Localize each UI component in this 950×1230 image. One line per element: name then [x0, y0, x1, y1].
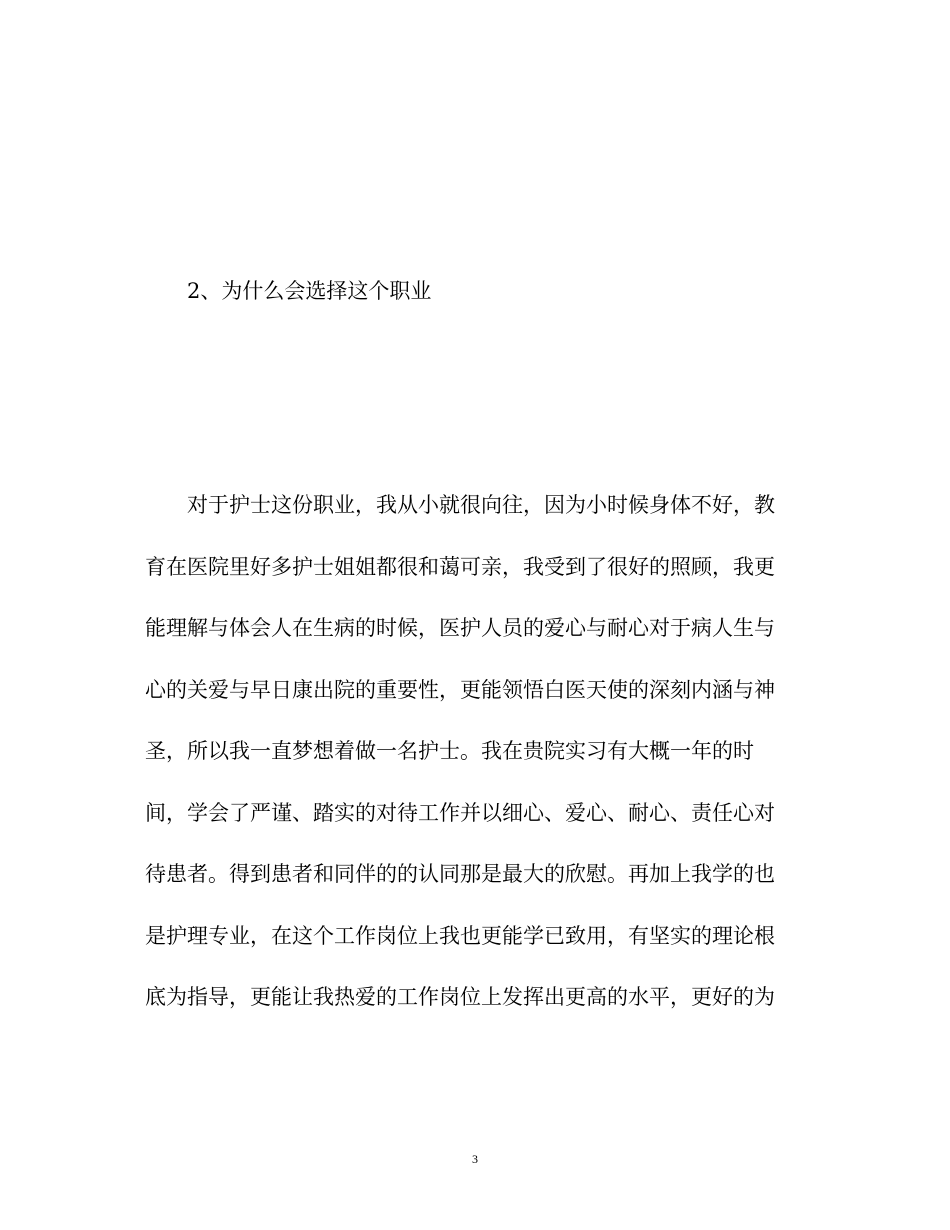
page-number: 3	[472, 1152, 478, 1166]
paragraph-line: 圣，所以我一直梦想着做一名护士。我在贵院实习有大概一年的时	[145, 739, 754, 763]
paragraph-line: 底为指导，更能让我热爱的工作岗位上发挥出更高的水平，更好的为	[145, 985, 775, 1009]
section-heading: 2、为什么会选择这个职业	[187, 279, 432, 303]
paragraph-line: 间，学会了严谨、踏实的对待工作并以细心、爱心、耐心、责任心对	[145, 800, 775, 825]
paragraph-line: 对于护士这份职业，我从小就很向往，因为小时候身体不好，教	[187, 493, 775, 517]
body-paragraph	[145, 490, 805, 1044]
paragraph-line: 是护理专业，在这个工作岗位上我也更能学已致用，有坚实的理论根	[145, 923, 775, 948]
paragraph-line: 能理解与体会人在生病的时候，医护人员的爱心与耐心对于病人生与	[145, 616, 775, 640]
paragraph-line: 待患者。得到患者和同伴的的认同那是最大的欣慰。再加上我学的也	[145, 862, 775, 886]
paragraph-line: 育在医院里好多护士姐姐都很和蔼可亲，我受到了很好的照顾，我更	[145, 554, 775, 579]
paragraph-line: 心的关爱与早日康出院的重要性，更能领悟白医天使的深刻内涵与神	[145, 677, 775, 702]
